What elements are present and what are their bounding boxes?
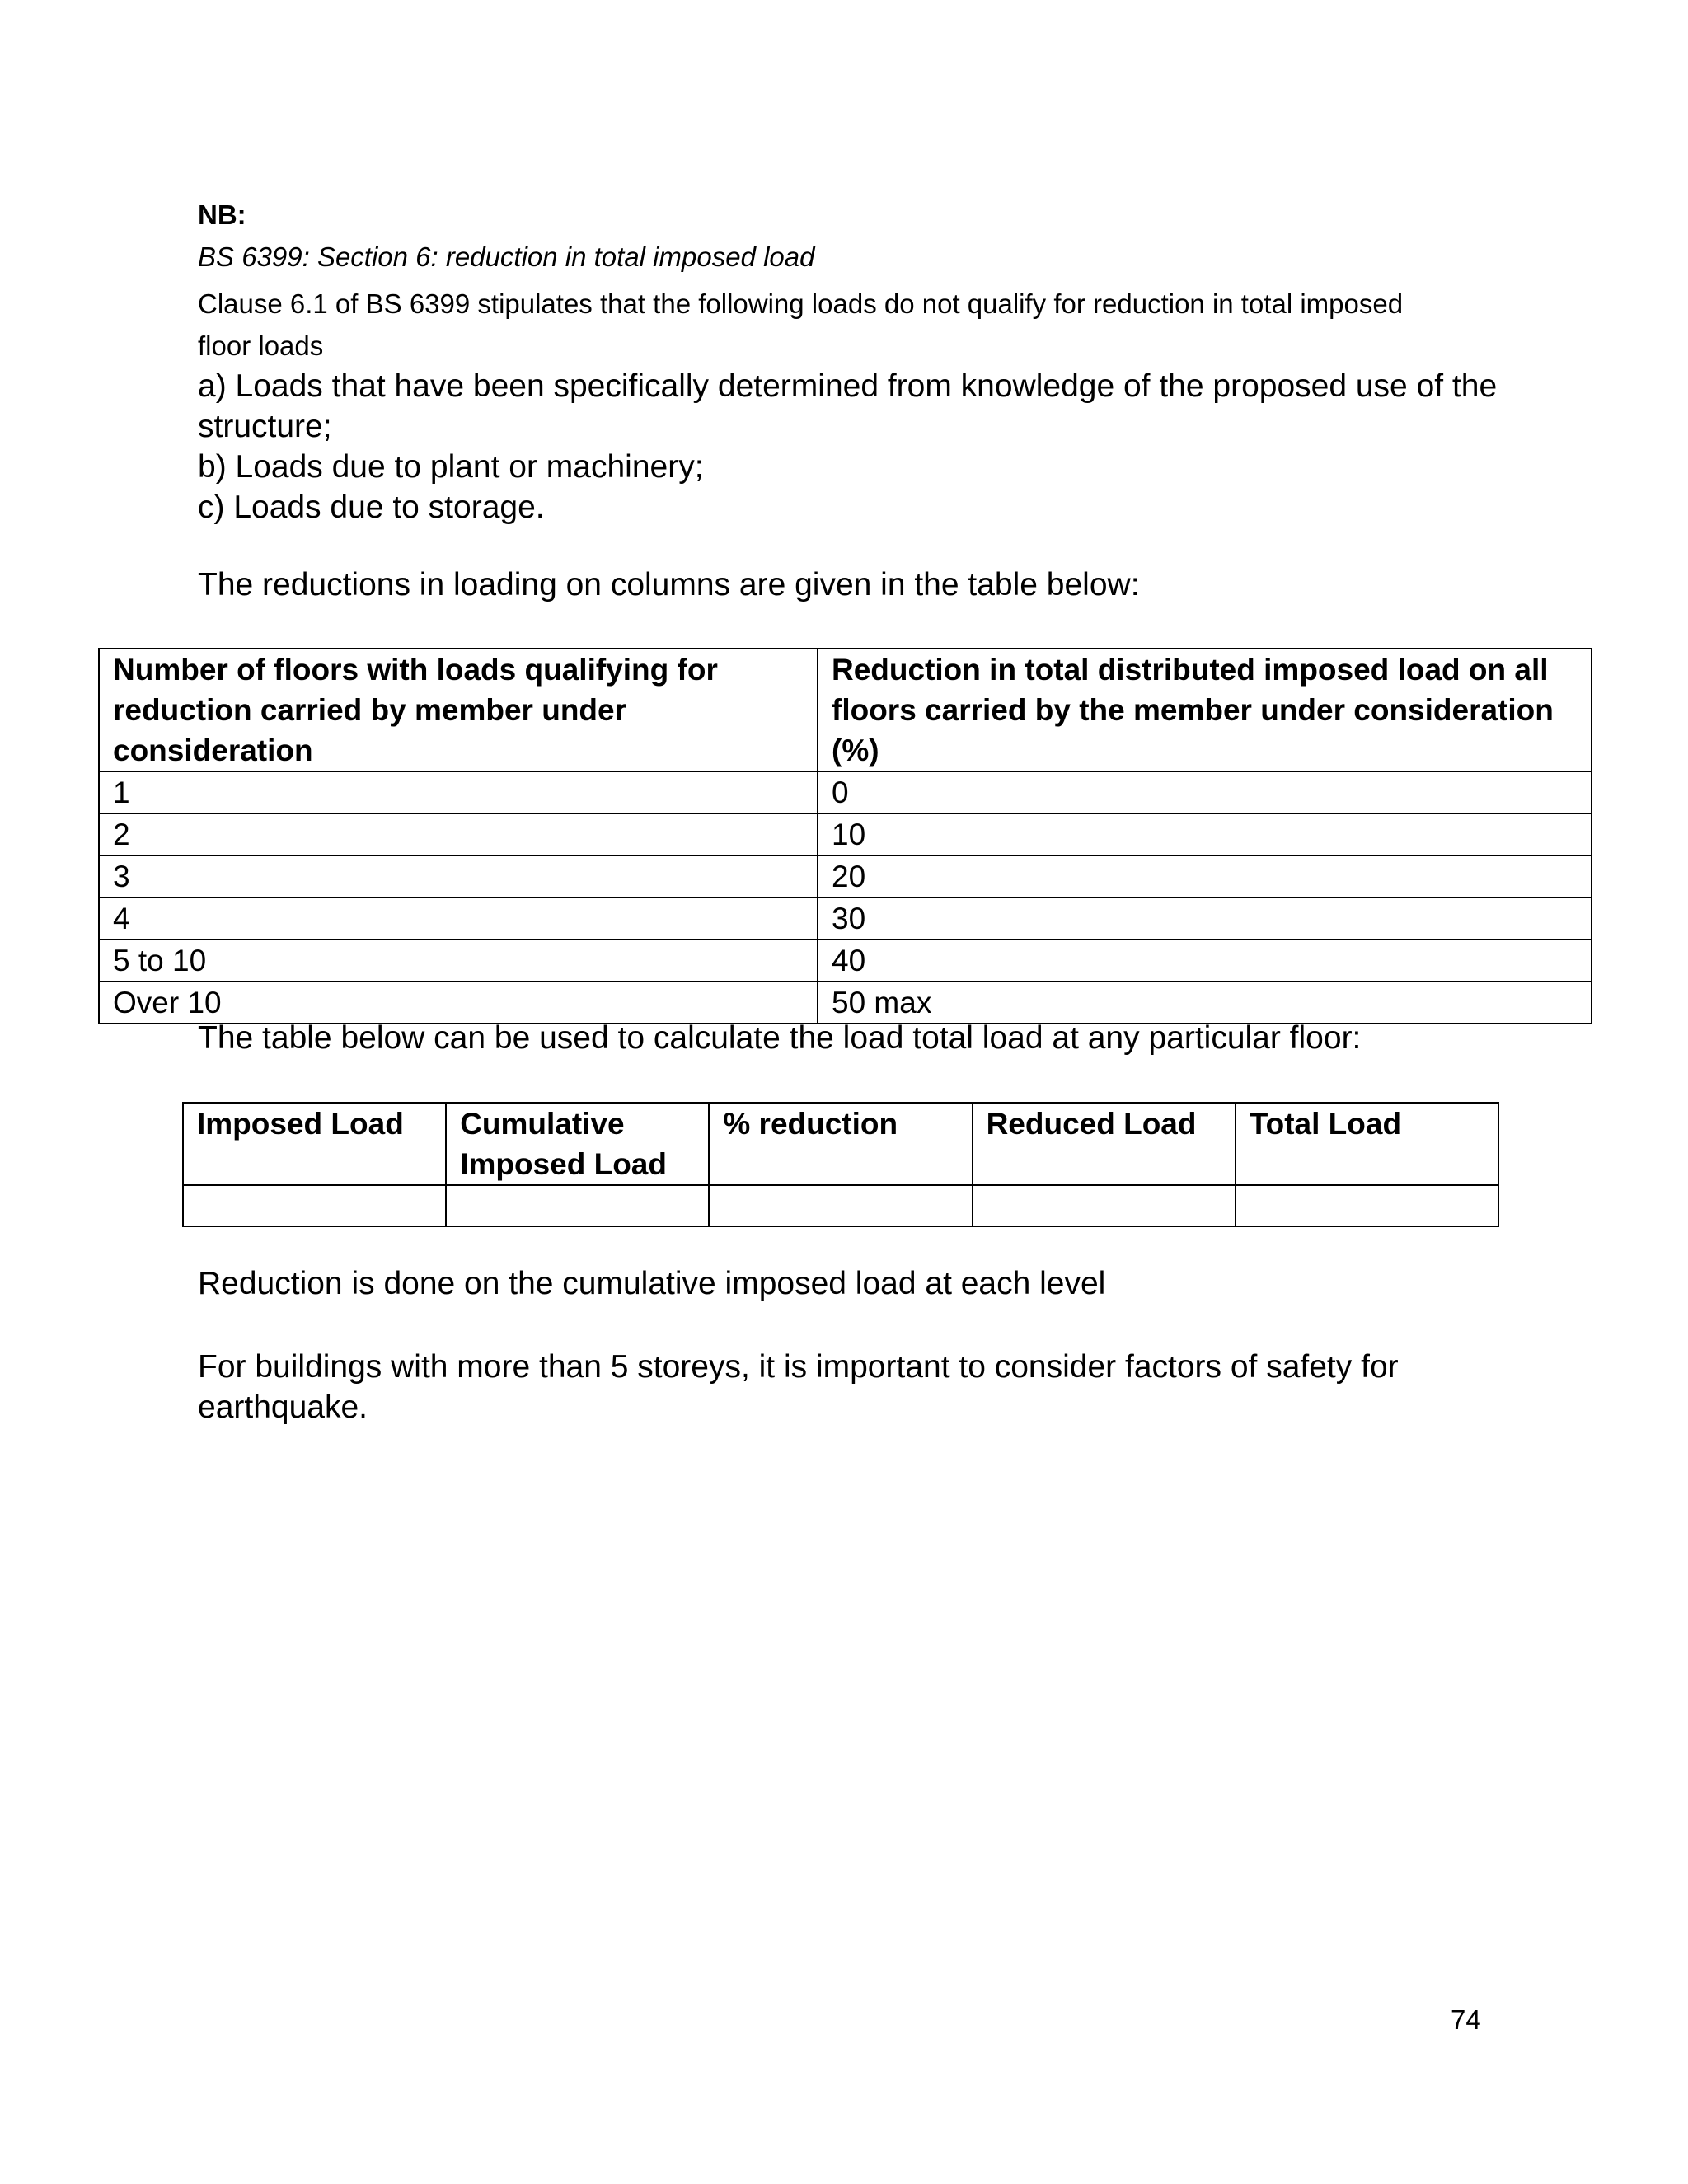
clause-line: Clause 6.1 of BS 6399 stipulates that the following loads do not qualify for reduction in total imposed [198,288,1404,319]
table-row [99,813,1592,855]
table-cell: 4 [99,898,818,940]
page-number: 74 [1451,2004,1481,2035]
exclusion-list [198,366,1497,527]
table-row [99,855,1592,898]
table-cell: Over 10 [99,982,818,1024]
table-cell: 1 [99,771,818,813]
list-item: structure; [198,409,332,444]
table2-intro: The table below can be used to calculate the load total load at any particular floor: [198,1020,1362,1056]
table-cell [973,1185,1236,1226]
column-header: Reduced Load [973,1103,1236,1185]
column-header: % reduction [709,1103,972,1185]
table-cell [446,1185,709,1226]
clause-line: floor loads [198,330,324,361]
table-cell: 20 [818,855,1592,898]
table-row [99,982,1592,1024]
table1-intro: The reductions in loading on columns are given in the table below: [198,567,1140,602]
nb-label: NB: [198,199,246,230]
table-cell: 30 [818,898,1592,940]
table-row [183,1185,1498,1226]
table-cell [1236,1185,1498,1226]
table-cell [183,1185,446,1226]
table-cell: 40 [818,940,1592,982]
table-cell: 2 [99,813,818,855]
table-cell [709,1185,972,1226]
section-subtitle: BS 6399: Section 6: reduction in total imposed load [198,241,815,272]
table-cell: 50 max [818,982,1592,1024]
table-header-row [99,649,1592,771]
clause-paragraph [198,283,1403,367]
list-item: c) Loads due to storage. [198,490,545,525]
load-calculation-table [182,1102,1499,1227]
reduction-table [98,648,1592,1024]
table-cell: 10 [818,813,1592,855]
column-header: Reduction in total distributed imposed load on all floors carried by the member under consideration (%) [818,649,1592,771]
table-header-row [183,1103,1498,1185]
table-row [99,771,1592,813]
table-row [99,940,1592,982]
column-header: Imposed Load [183,1103,446,1185]
table-cell: 0 [818,771,1592,813]
column-header: Number of floors with loads qualifying for reduction carried by member under consideration [99,649,818,771]
column-header: Total Load [1236,1103,1498,1185]
column-header: Cumulative Imposed Load [446,1103,709,1185]
reduction-note: Reduction is done on the cumulative imposed load at each level [198,1266,1106,1301]
list-item: b) Loads due to plant or machinery; [198,449,704,485]
list-item: a) Loads that have been specifically determined from knowledge of the proposed use of the [198,368,1498,404]
table-row [99,898,1592,940]
table-cell: 3 [99,855,818,898]
earthquake-note: For buildings with more than 5 storeys, it is important to consider factors of safety for earthquake. [198,1349,1399,1425]
table-cell: 5 to 10 [99,940,818,982]
